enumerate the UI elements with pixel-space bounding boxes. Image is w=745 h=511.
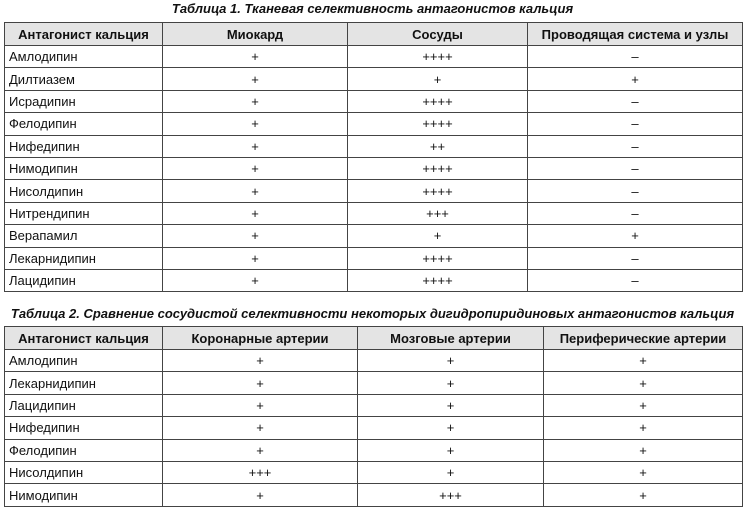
myocardium-value: + <box>163 202 348 224</box>
header-vessels: Сосуды <box>348 23 528 46</box>
conduction-value: – <box>528 247 743 269</box>
conduction-value: + <box>528 68 743 90</box>
table-row <box>5 439 743 461</box>
myocardium-value: + <box>163 180 348 202</box>
header-cerebral-arteries: Мозговые артерии <box>358 327 544 350</box>
coronary-value: + <box>163 439 358 461</box>
conduction-value: – <box>528 269 743 291</box>
table-row <box>5 350 743 372</box>
vessels-value: ++++ <box>348 113 528 135</box>
myocardium-value: + <box>163 269 348 291</box>
drug-name: Лекарнидипин <box>5 247 163 269</box>
table-row <box>5 394 743 416</box>
table-row <box>5 68 743 90</box>
table-row <box>5 180 743 202</box>
header-conduction-system: Проводящая система и узлы <box>528 23 743 46</box>
table-row <box>5 247 743 269</box>
peripheral-value: + <box>544 394 743 416</box>
table-row <box>5 484 743 506</box>
coronary-value: + <box>163 484 358 506</box>
myocardium-value: + <box>163 46 348 68</box>
coronary-value: +++ <box>163 461 358 483</box>
conduction-value: – <box>528 113 743 135</box>
table2-header-row <box>5 327 743 350</box>
drug-name: Исрадипин <box>5 90 163 112</box>
table-row <box>5 461 743 483</box>
myocardium-value: + <box>163 157 348 179</box>
table-row <box>5 417 743 439</box>
vessels-value: ++ <box>348 135 528 157</box>
myocardium-value: + <box>163 90 348 112</box>
table-row <box>5 157 743 179</box>
drug-name: Нисолдипин <box>5 461 163 483</box>
cerebral-value: + <box>358 350 544 372</box>
myocardium-value: + <box>163 68 348 90</box>
myocardium-value: + <box>163 225 348 247</box>
peripheral-value: + <box>544 417 743 439</box>
vessels-value: +++ <box>348 202 528 224</box>
vessels-value: ++++ <box>348 46 528 68</box>
drug-name: Нифедипин <box>5 417 163 439</box>
peripheral-value: + <box>544 350 743 372</box>
myocardium-value: + <box>163 247 348 269</box>
header-antagonist: Антагонист кальция <box>5 23 163 46</box>
cerebral-value: + <box>358 439 544 461</box>
table2-caption: Таблица 2. Сравнение сосудистой селективности некоторых дигидропиридиновых антагонистов кальция <box>10 306 735 321</box>
drug-name: Лекарнидипин <box>5 372 163 394</box>
vessels-value: + <box>348 225 528 247</box>
cerebral-value: + <box>358 394 544 416</box>
conduction-value: – <box>528 202 743 224</box>
peripheral-value: + <box>544 439 743 461</box>
vessels-value: ++++ <box>348 247 528 269</box>
conduction-value: – <box>528 90 743 112</box>
drug-name: Нитрендипин <box>5 202 163 224</box>
vessels-value: + <box>348 68 528 90</box>
drug-name: Дилтиазем <box>5 68 163 90</box>
table-row <box>5 135 743 157</box>
peripheral-value: + <box>544 461 743 483</box>
table-row <box>5 202 743 224</box>
vascular-selectivity-table <box>4 326 743 507</box>
tissue-selectivity-table <box>4 22 743 292</box>
myocardium-value: + <box>163 113 348 135</box>
coronary-value: + <box>163 350 358 372</box>
drug-name: Нимодипин <box>5 157 163 179</box>
table-row <box>5 90 743 112</box>
drug-name: Нифедипин <box>5 135 163 157</box>
header-peripheral-arteries: Периферические артерии <box>544 327 743 350</box>
vessels-value: ++++ <box>348 157 528 179</box>
drug-name: Лацидипин <box>5 269 163 291</box>
table1-caption: Таблица 1. Тканевая селективность антагонистов кальция <box>171 1 574 16</box>
table-row <box>5 113 743 135</box>
header-antagonist: Антагонист кальция <box>5 327 163 350</box>
conduction-value: – <box>528 135 743 157</box>
vessels-value: ++++ <box>348 90 528 112</box>
drug-name: Амлодипин <box>5 350 163 372</box>
drug-name: Амлодипин <box>5 46 163 68</box>
table-row <box>5 46 743 68</box>
drug-name: Фелодипин <box>5 439 163 461</box>
drug-name: Лацидипин <box>5 394 163 416</box>
cerebral-value: + <box>358 372 544 394</box>
conduction-value: – <box>528 180 743 202</box>
peripheral-value: + <box>544 484 743 506</box>
peripheral-value: + <box>544 372 743 394</box>
myocardium-value: + <box>163 135 348 157</box>
cerebral-value: +++ <box>358 484 544 506</box>
table1-header-row <box>5 23 743 46</box>
cerebral-value: + <box>358 417 544 439</box>
conduction-value: – <box>528 46 743 68</box>
coronary-value: + <box>163 417 358 439</box>
conduction-value: – <box>528 157 743 179</box>
header-myocardium: Миокард <box>163 23 348 46</box>
drug-name: Фелодипин <box>5 113 163 135</box>
drug-name: Нимодипин <box>5 484 163 506</box>
vessels-value: ++++ <box>348 180 528 202</box>
coronary-value: + <box>163 394 358 416</box>
coronary-value: + <box>163 372 358 394</box>
drug-name: Верапамил <box>5 225 163 247</box>
table-row <box>5 372 743 394</box>
conduction-value: + <box>528 225 743 247</box>
cerebral-value: + <box>358 461 544 483</box>
drug-name: Нисолдипин <box>5 180 163 202</box>
header-coronary-arteries: Коронарные артерии <box>163 327 358 350</box>
table-row <box>5 269 743 291</box>
table-row <box>5 225 743 247</box>
vessels-value: ++++ <box>348 269 528 291</box>
